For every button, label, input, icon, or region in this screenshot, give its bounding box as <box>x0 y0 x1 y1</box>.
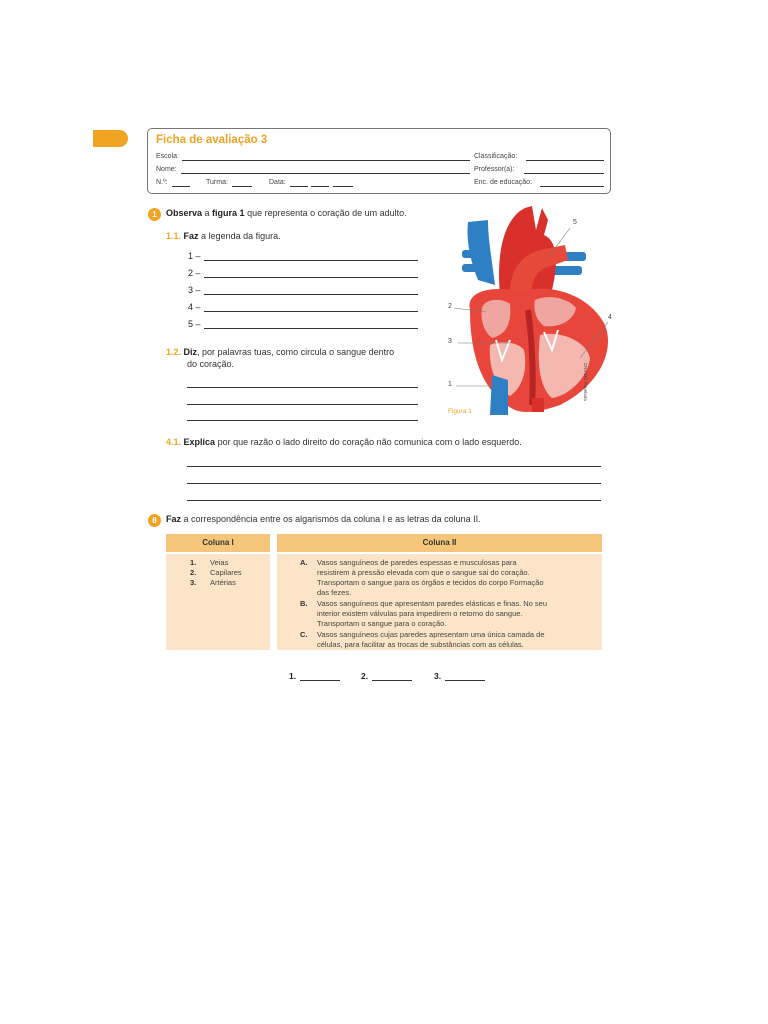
heart-figure <box>440 200 620 425</box>
professor-label: Professor(a): <box>474 166 515 173</box>
escola-label: Escola: <box>156 153 179 160</box>
sheet-title: Ficha de avaliação 3 <box>156 134 268 146</box>
data-month-field[interactable] <box>311 186 329 187</box>
figure-label-3: 3 <box>448 338 452 345</box>
legend-field-1[interactable] <box>204 260 418 261</box>
question-1-1-text: 1.1. Faz a legenda da figura. <box>166 231 281 241</box>
figure-label-5: 5 <box>573 219 577 226</box>
column-2-item-b: B. Vasos sanguíneos que apresentam paredes elásticas e finas. No seu interior existem válvulas para impedirem o retorno do sangue. Transportam o sangue para o coração. <box>300 599 548 628</box>
legend-label-2: 2 – <box>188 268 201 278</box>
column-2-item-a: A. Vasos sanguíneos de paredes espessas e musculosas para resistirem à pressão elevada com que o sangue sai do coração. Transportam o sangue para os órgãos e tecidos do corpo Formação das fezes. <box>300 558 544 597</box>
pulmonary-vein-right-2 <box>552 266 582 275</box>
data-year-field[interactable] <box>333 186 353 187</box>
pulmonary-vein-left <box>462 250 486 258</box>
enc-label: Enc. de educação: <box>474 179 532 186</box>
column-1-item: 2. Capilares <box>190 568 242 577</box>
question-8-text: Faz a correspondência entre os algarismos da coluna I e as letras da coluna II. <box>166 514 481 524</box>
answer-field-2[interactable] <box>372 680 412 681</box>
legend-label-4: 4 – <box>188 302 201 312</box>
legend-label-1: 1 – <box>188 251 201 261</box>
figure-label-4: 4 <box>608 314 612 321</box>
legend-field-4[interactable] <box>204 311 418 312</box>
answer-line-1-2-b[interactable] <box>187 404 418 405</box>
answer-line-4-1-b[interactable] <box>187 483 601 484</box>
data-day-field[interactable] <box>290 186 308 187</box>
answer-label-3: 3. <box>434 671 442 681</box>
legend-field-3[interactable] <box>204 294 418 295</box>
figure-credit: CRIADO Papelaria <box>583 363 588 401</box>
answer-line-4-1-c[interactable] <box>187 500 601 501</box>
enc-field[interactable] <box>540 186 604 187</box>
answer-line-4-1-a[interactable] <box>187 466 601 467</box>
legend-label-5: 5 – <box>188 319 201 329</box>
nome-label: Nome: <box>156 166 177 173</box>
professor-field[interactable] <box>524 173 604 174</box>
descending-aorta <box>532 398 544 412</box>
column-1-header: Coluna I <box>166 534 270 552</box>
figure-label-2: 2 <box>448 303 452 310</box>
pulmonary-vein-left-2 <box>462 264 486 272</box>
figure-label-1: 1 <box>448 381 452 388</box>
column-1-item: 3. Artérias <box>190 578 236 587</box>
section-tab <box>93 130 128 147</box>
figure-caption: Figura 1 <box>448 408 472 415</box>
numero-field[interactable] <box>172 186 190 187</box>
column-2-header: Coluna II <box>277 534 602 552</box>
classificacao-field[interactable] <box>526 160 604 161</box>
turma-field[interactable] <box>232 186 252 187</box>
header-box <box>147 128 611 194</box>
escola-field[interactable] <box>182 160 470 161</box>
data-label: Data: <box>269 179 286 186</box>
legend-label-3: 3 – <box>188 285 201 295</box>
question-1-2-text: 1.2. Diz, por palavras tuas, como circula o sangue dentro <box>166 347 395 357</box>
question-1-2-text-cont: do coração. <box>187 359 235 369</box>
numero-label: N.º: <box>156 179 168 186</box>
answer-label-1: 1. <box>289 671 297 681</box>
column-1-item: 1. Veias <box>190 558 229 567</box>
question-number-8: 8 <box>148 514 161 527</box>
classificacao-label: Classificação: <box>474 153 518 160</box>
answer-field-3[interactable] <box>445 680 485 681</box>
nome-field[interactable] <box>181 173 470 174</box>
answer-line-1-2-a[interactable] <box>187 387 418 388</box>
column-2-item-c: C. Vasos sanguíneos cujas paredes apresentam uma única camada de células, para facilitar as trocas de substâncias com as células. <box>300 630 545 649</box>
question-1-text: Observa a figura 1 que representa o coração de um adulto. <box>166 208 407 218</box>
legend-field-2[interactable] <box>204 277 418 278</box>
turma-label: Turma: <box>206 179 228 186</box>
question-number-1: 1 <box>148 208 161 221</box>
question-4-1-text: 4.1. Explica por que razão o lado direito do coração não comunica com o lado esquerdo. <box>166 437 522 447</box>
answer-line-1-2-c[interactable] <box>187 420 418 421</box>
legend-field-5[interactable] <box>204 328 418 329</box>
answer-label-2: 2. <box>361 671 369 681</box>
answer-field-1[interactable] <box>300 680 340 681</box>
inferior-vena-cava <box>490 375 508 415</box>
